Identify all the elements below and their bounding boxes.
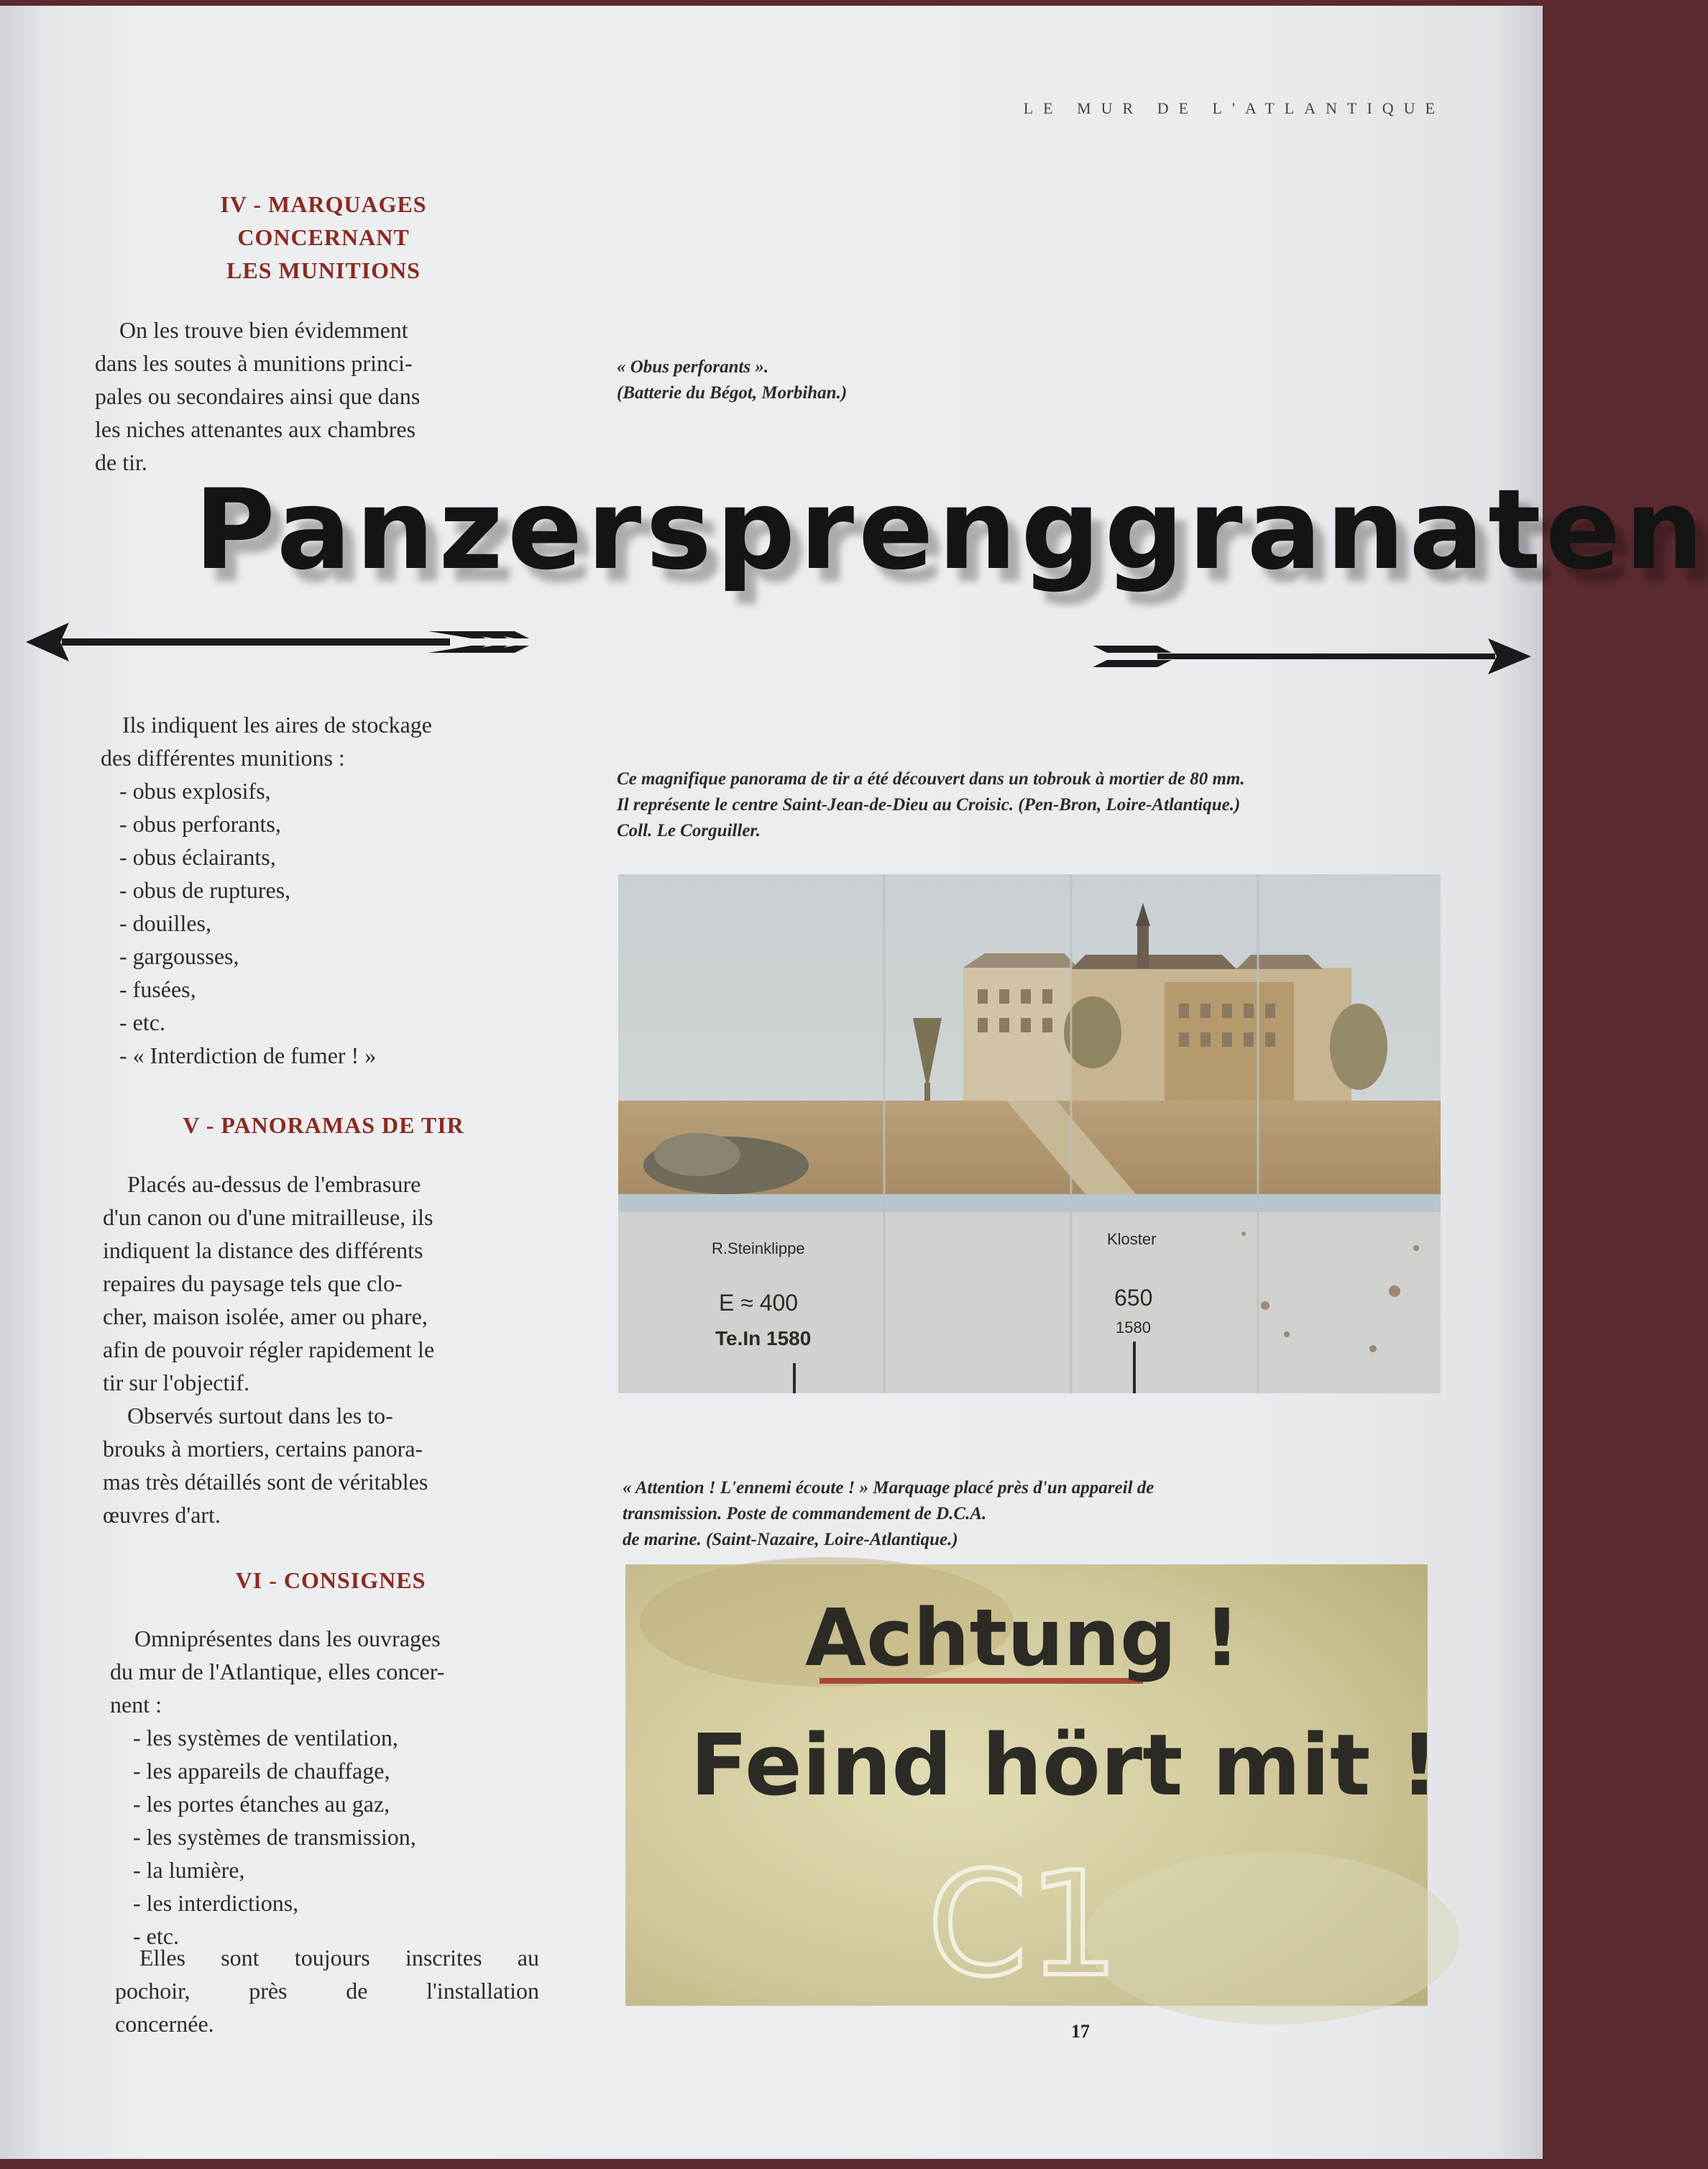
- sign-code-c1: C1: [927, 1841, 1119, 2009]
- list-item: - obus de ruptures,: [119, 877, 291, 903]
- list-item: - etc.: [133, 1923, 179, 1949]
- book-page: [0, 6, 1708, 2159]
- achtung-sign-photo: [625, 1564, 1439, 2009]
- list-item: - obus éclairants,: [119, 844, 276, 870]
- running-header: LE MUR DE L'ATLANTIQUE: [1023, 99, 1445, 117]
- list-item: - « Interdiction de fumer ! »: [119, 1042, 377, 1068]
- section-title-panoramas: V - PANORAMAS DE TIR: [183, 1112, 464, 1138]
- sign-feind-hort-mit: Feind hört mit !: [690, 1715, 1439, 1815]
- intro-paragraph-munitions: On les trouve bien évidemment dans les soutes à munitions princi- pales ou secondaires ainsi que dans les niches attenantes aux chambres de tir.: [95, 317, 421, 475]
- panorama-painting: [618, 874, 1441, 1393]
- consignes-list: Omniprésentes dans les ouvrages du mur de l'Atlantique, elles concer- nent : - les systèmes de ventilation, - les appareils de chauffage, - les portes étanches au gaz, - les systèmes de transmission, - la lumière, - les interdictions, - etc.: [110, 1622, 541, 1953]
- caption-panorama: Ce magnifique panorama de tir a été découvert dans un tobrouk à mortier de 80 mm. Il représente le centre Saint-Jean-de-Dieu au Croisic. (Pen-Bron, Loire-Atlantique.) Coll. Le Corguiller.: [617, 769, 1245, 840]
- consignes-closing: Elles sont toujours inscrites au pochoir, près de l'installation concernée.: [115, 1945, 539, 2037]
- label-left-value1: E ≈ 400: [719, 1290, 799, 1316]
- label-steinklippe: R.Steinklippe: [712, 1239, 805, 1257]
- list-item: - les appareils de chauffage,: [133, 1758, 390, 1784]
- right-arrow-marking: [1093, 631, 1531, 682]
- panorama-photo: [618, 874, 1441, 1393]
- label-left-value2: Te.In 1580: [715, 1327, 812, 1349]
- panoramas-paragraph: Placés au-dessus de l'embrasure d'un canon ou d'une mitrailleuse, ils indiquent la distance des différents repaires du paysage tels que clo- cher, maison isolée, amer ou phare, afin de pouvoir régler rapidement le tir sur l'objectif. Observés surtout dans les to- brouks à mortiers, certains panora- mas très détaillés sont de véritables œuvres d'art.: [103, 1171, 435, 1528]
- label-kloster: Kloster: [1107, 1230, 1157, 1248]
- section-title-munitions: IV - MARQUAGES CONCERNANT LES MUNITIONS: [220, 191, 427, 283]
- left-arrow-marking: [26, 617, 529, 667]
- list-item: - fusées,: [119, 976, 196, 1002]
- list-item: - etc.: [119, 1009, 165, 1035]
- list-item: - douilles,: [119, 910, 211, 936]
- section-title-consignes: VI - CONSIGNES: [235, 1567, 426, 1593]
- page-number: 17: [1071, 2021, 1090, 2042]
- stencil-sign: [625, 1564, 1439, 2009]
- list-item: - obus perforants,: [119, 811, 281, 837]
- list-item: - les interdictions,: [133, 1890, 299, 1916]
- stenciled-banner-word: Panzersprenggranaten: [194, 466, 1708, 595]
- sign-achtung: Achtung !: [805, 1592, 1241, 1684]
- munitions-list: Ils indiquent les aires de stockage des différentes munitions : - obus explosifs, - obus perforants, - obus éclairants, - obus de ruptures, - douilles, - gargousses, - fusées, - etc. - « Interdiction de fumer ! »: [101, 708, 432, 1072]
- list-item: - les portes étanches au gaz,: [133, 1791, 390, 1817]
- caption-achtung: « Attention ! L'ennemi écoute ! » Marquage placé près d'un appareil de transmission. Poste de commandement de D.C.A. de marine. (Saint-Nazaire, Loire-Atlantique.): [623, 1478, 1154, 1549]
- list-item: - la lumière,: [133, 1857, 245, 1883]
- list-item: - les systèmes de transmission,: [133, 1824, 416, 1850]
- list-item: - obus explosifs,: [119, 778, 271, 804]
- label-right-value1: 650: [1114, 1285, 1153, 1311]
- label-right-value2: 1580: [1116, 1319, 1151, 1336]
- list-item: - les systèmes de ventilation,: [133, 1725, 398, 1751]
- caption-obus-perforants: « Obus perforants ». (Batterie du Bégot, Morbihan.): [617, 357, 848, 403]
- list-item: - gargousses,: [119, 943, 239, 969]
